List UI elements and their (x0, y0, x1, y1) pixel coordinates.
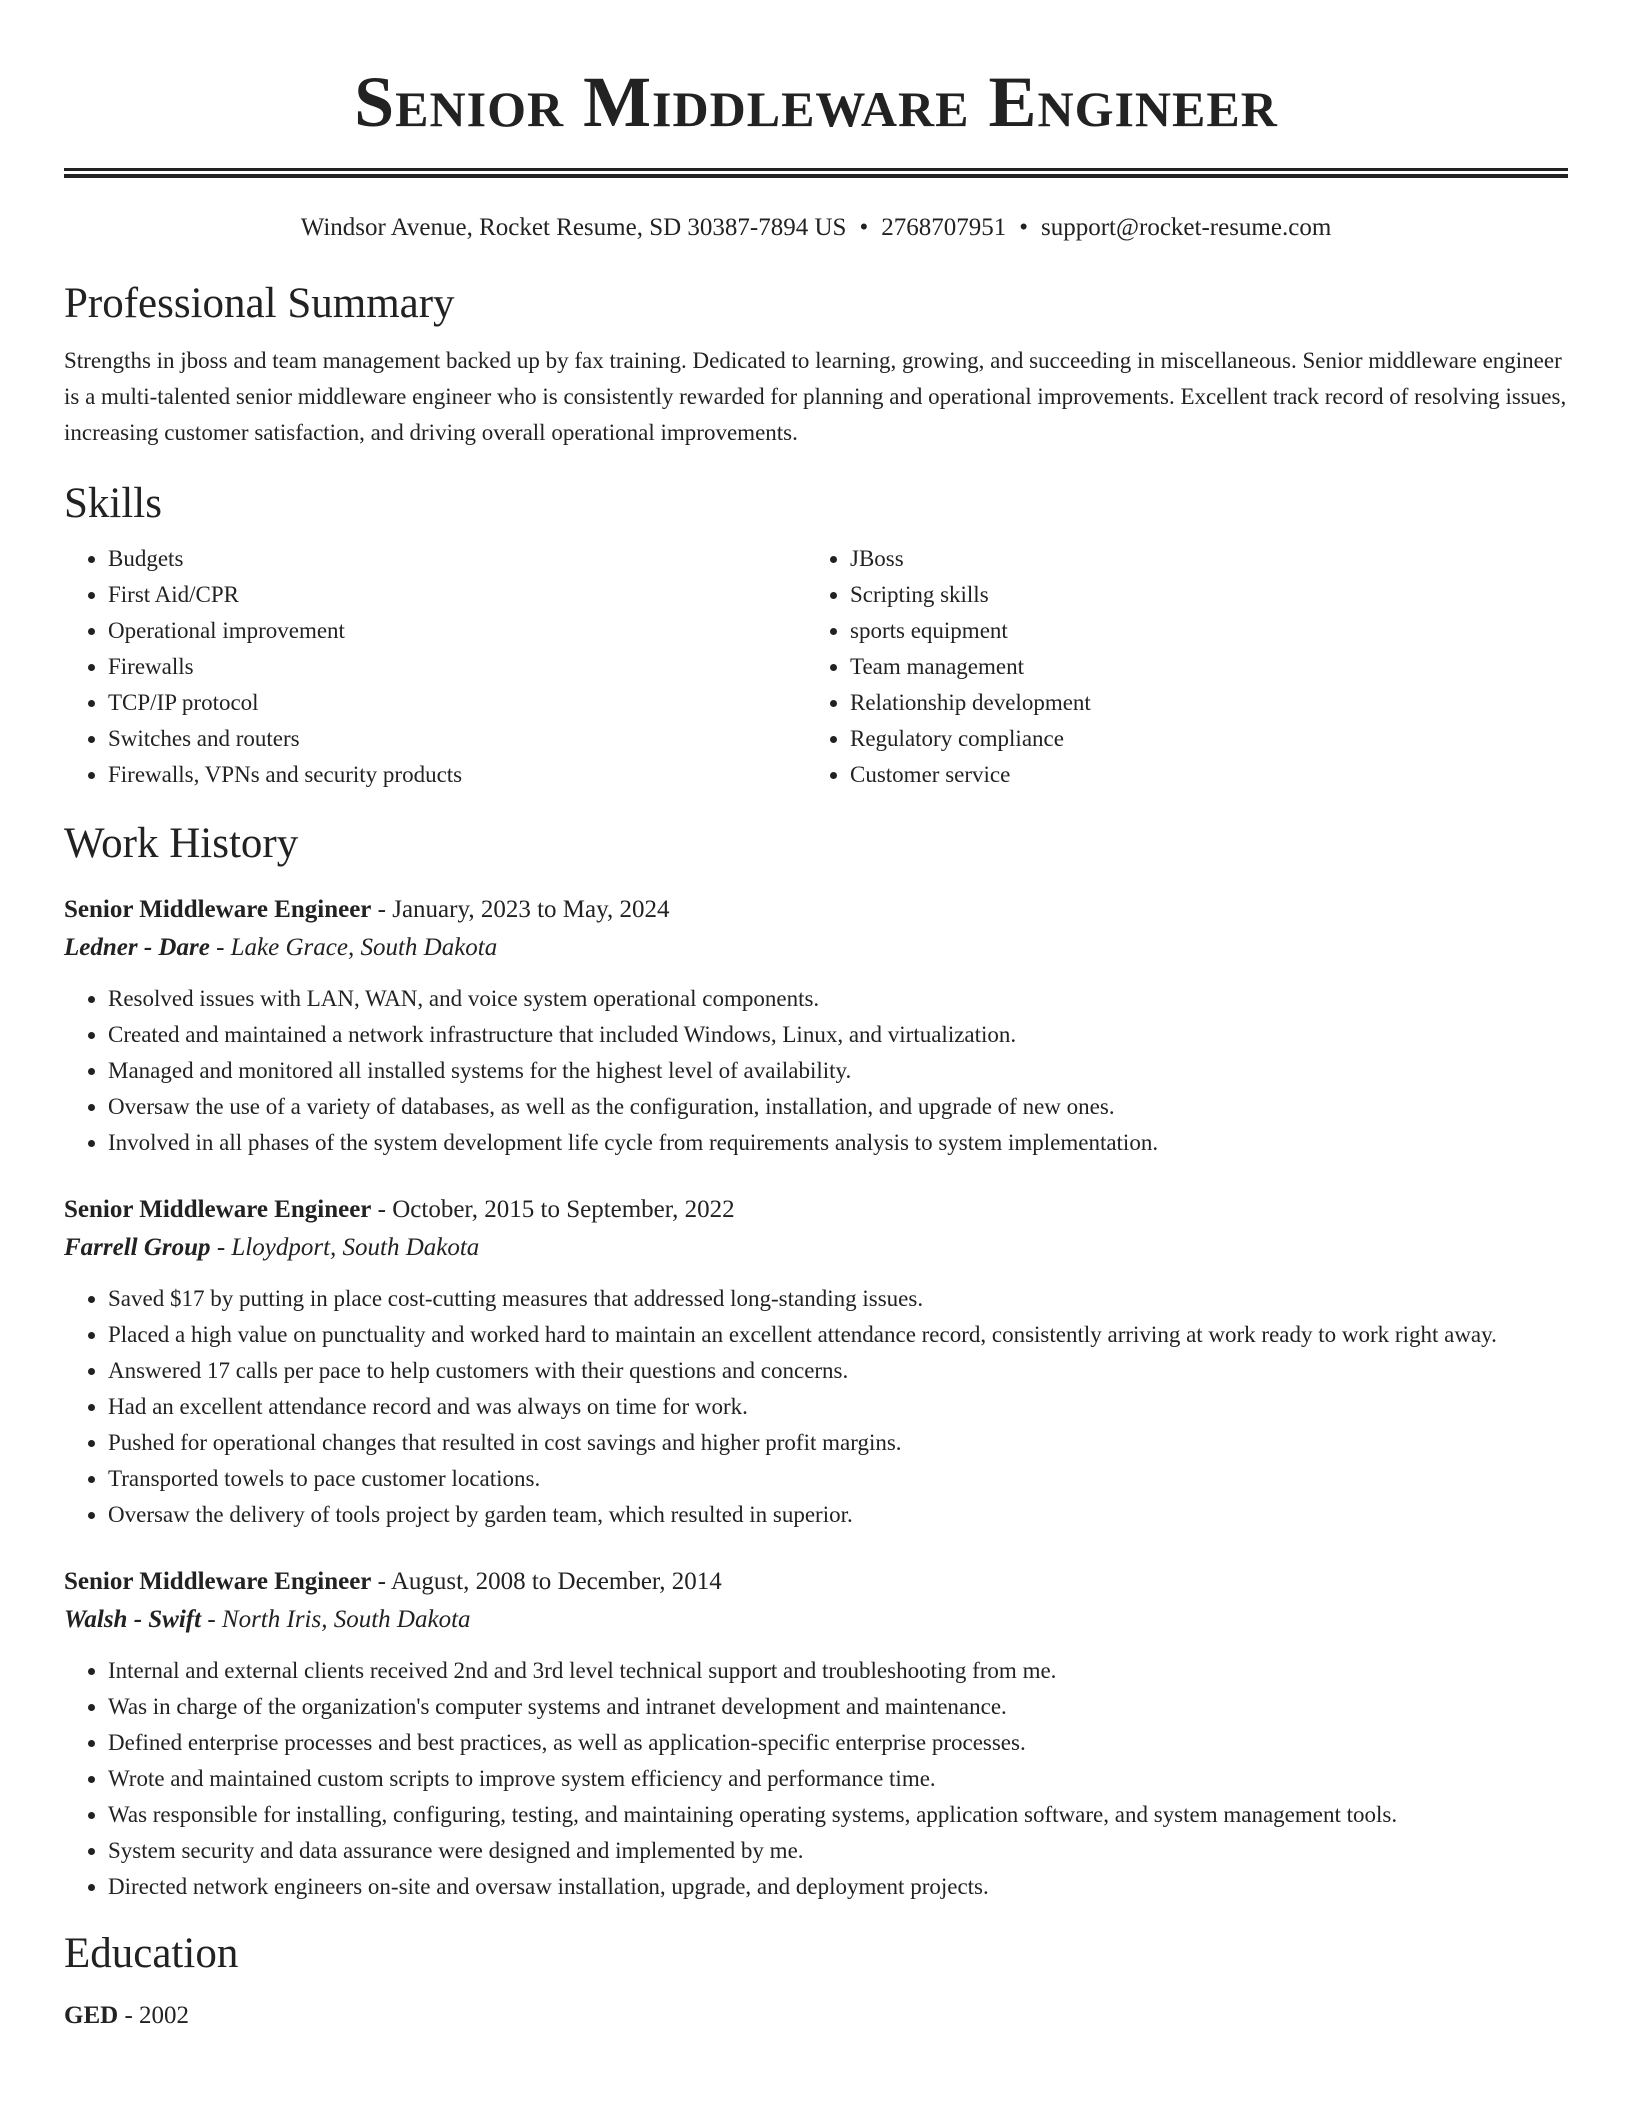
job-bullet: • Was responsible for installing, configuring, testing, and maintaining operating systems, application software, and system management tools. (108, 1797, 1568, 1833)
job-bullets (64, 1281, 1568, 1533)
skill-item: • Firewalls (108, 649, 806, 685)
education-year: - 2002 (118, 2002, 190, 2029)
job-bullet: • Was in charge of the organization's computer systems and intranet development and maintenance. (108, 1689, 1568, 1725)
contact-email: support@rocket-resume.com (1040, 214, 1332, 241)
summary-text: Strengths in jboss and team management backed up by fax training. Dedicated to learning, growing, and succeeding in miscellaneous. Senior middleware engineer is a multi-talented senior middleware engineer who is consistently rewarded for planning and operational improvements. Excellent track record of resolving issues, increasing customer satisfaction, and driving overall operational improvements. (64, 348, 1567, 445)
job-entry (64, 1191, 1568, 1533)
company-name: Farrell Group (64, 1234, 211, 1261)
skill-item: • Team management (850, 649, 1548, 685)
skill-item: • First Aid/CPR (108, 577, 806, 613)
skills-section (64, 477, 1568, 793)
contact-separator: • (1019, 214, 1028, 241)
skills-heading: Skills (64, 480, 162, 527)
job-title-line (64, 1563, 1568, 1601)
job-bullet: • Resolved issues with LAN, WAN, and voice system operational components. (108, 981, 1568, 1017)
job-entry (64, 1563, 1568, 1905)
company-line (64, 1601, 1568, 1639)
job-bullet: • Internal and external clients received 2nd and 3rd level technical support and troubleshooting from me. (108, 1653, 1568, 1689)
company-location: - Lloydport, South Dakota (210, 1234, 480, 1261)
job-dates: - January, 2023 to May, 2024 (371, 896, 670, 923)
skills-list-left (64, 541, 806, 793)
skills-column-right (806, 541, 1548, 793)
job-bullet: • Transported towels to pace customer locations. (108, 1461, 1568, 1497)
contact-separator: • (859, 214, 869, 241)
job-dates: - August, 2008 to December, 2014 (371, 1568, 722, 1595)
summary-section (64, 277, 1568, 451)
education-degree: GED (64, 2002, 119, 2029)
header-double-rule (64, 168, 1568, 178)
job-bullets (64, 1653, 1568, 1905)
skill-item: • Relationship development (850, 685, 1548, 721)
company-line (64, 1229, 1568, 1267)
company-name: Walsh - Swift (64, 1606, 202, 1633)
job-title: Senior Middleware Engineer (64, 1568, 372, 1595)
skill-item: • Switches and routers (108, 721, 806, 757)
job-bullet: • Defined enterprise processes and best practices, as well as application-specific enterprise processes. (108, 1725, 1568, 1761)
contact-line (64, 212, 1568, 244)
contact-address: Windsor Avenue, Rocket Resume, SD 30387-7894 US (300, 214, 847, 241)
job-bullet: • Had an excellent attendance record and was always on time for work. (108, 1389, 1568, 1425)
job-bullet: • Saved $17 by putting in place cost-cutting measures that addressed long-standing issues. (108, 1281, 1568, 1317)
skill-item: • Customer service (850, 757, 1548, 793)
resume-name: Senior Middleware Engineer (354, 62, 1278, 142)
job-bullet: • Oversaw the use of a variety of databases, as well as the configuration, installation, and upgrade of new ones. (108, 1089, 1568, 1125)
job-bullet: • Directed network engineers on-site and oversaw installation, upgrade, and deployment projects. (108, 1869, 1568, 1905)
job-title: Senior Middleware Engineer (64, 1196, 372, 1223)
work-history-section (64, 817, 1568, 1905)
company-line (64, 929, 1568, 967)
skill-item: • TCP/IP protocol (108, 685, 806, 721)
job-bullet: • Involved in all phases of the system development life cycle from requirements analysis to system implementation. (108, 1125, 1568, 1161)
company-location: - North Iris, South Dakota (201, 1606, 471, 1633)
skill-item: • Operational improvement (108, 613, 806, 649)
contact-phone: 2768707951 (881, 214, 1007, 241)
job-title: Senior Middleware Engineer (64, 896, 372, 923)
skill-item: • sports equipment (850, 613, 1548, 649)
job-bullet: • Answered 17 calls per pace to help customers with their questions and concerns. (108, 1353, 1568, 1389)
job-bullet: • Oversaw the delivery of tools project by garden team, which resulted in superior. (108, 1497, 1568, 1533)
job-title-line (64, 891, 1568, 929)
skills-columns (64, 541, 1568, 793)
job-bullet: • Created and maintained a network infrastructure that included Windows, Linux, and virtualization. (108, 1017, 1568, 1053)
work-history-heading: Work History (64, 820, 299, 867)
job-entry (64, 891, 1568, 1161)
education-heading: Education (64, 1930, 239, 1977)
skills-list-right (806, 541, 1548, 793)
job-dates: - October, 2015 to September, 2022 (371, 1196, 735, 1223)
job-bullets (64, 981, 1568, 1161)
job-bullet: • Wrote and maintained custom scripts to improve system efficiency and performance time. (108, 1761, 1568, 1797)
education-entry (64, 1997, 1568, 2035)
job-title-line (64, 1191, 1568, 1229)
company-location: - Lake Grace, South Dakota (209, 934, 498, 961)
skill-item: • Scripting skills (850, 577, 1548, 613)
skill-item: • Regulatory compliance (850, 721, 1548, 757)
job-bullet: • Placed a high value on punctuality and worked hard to maintain an excellent attendance record, consistently arriving at work ready to work right away. (108, 1317, 1568, 1353)
skill-item: • Firewalls, VPNs and security products (108, 757, 806, 793)
summary-heading: Professional Summary (64, 280, 455, 327)
education-section (64, 1927, 1568, 2035)
skill-item: • Budgets (108, 541, 806, 577)
skills-column-left (64, 541, 806, 793)
job-bullet: • Pushed for operational changes that resulted in cost savings and higher profit margins. (108, 1425, 1568, 1461)
job-bullet: • System security and data assurance were designed and implemented by me. (108, 1833, 1568, 1869)
company-name: Ledner - Dare (64, 934, 210, 961)
job-bullet: • Managed and monitored all installed systems for the highest level of availability. (108, 1053, 1568, 1089)
skill-item: • JBoss (850, 541, 1548, 577)
